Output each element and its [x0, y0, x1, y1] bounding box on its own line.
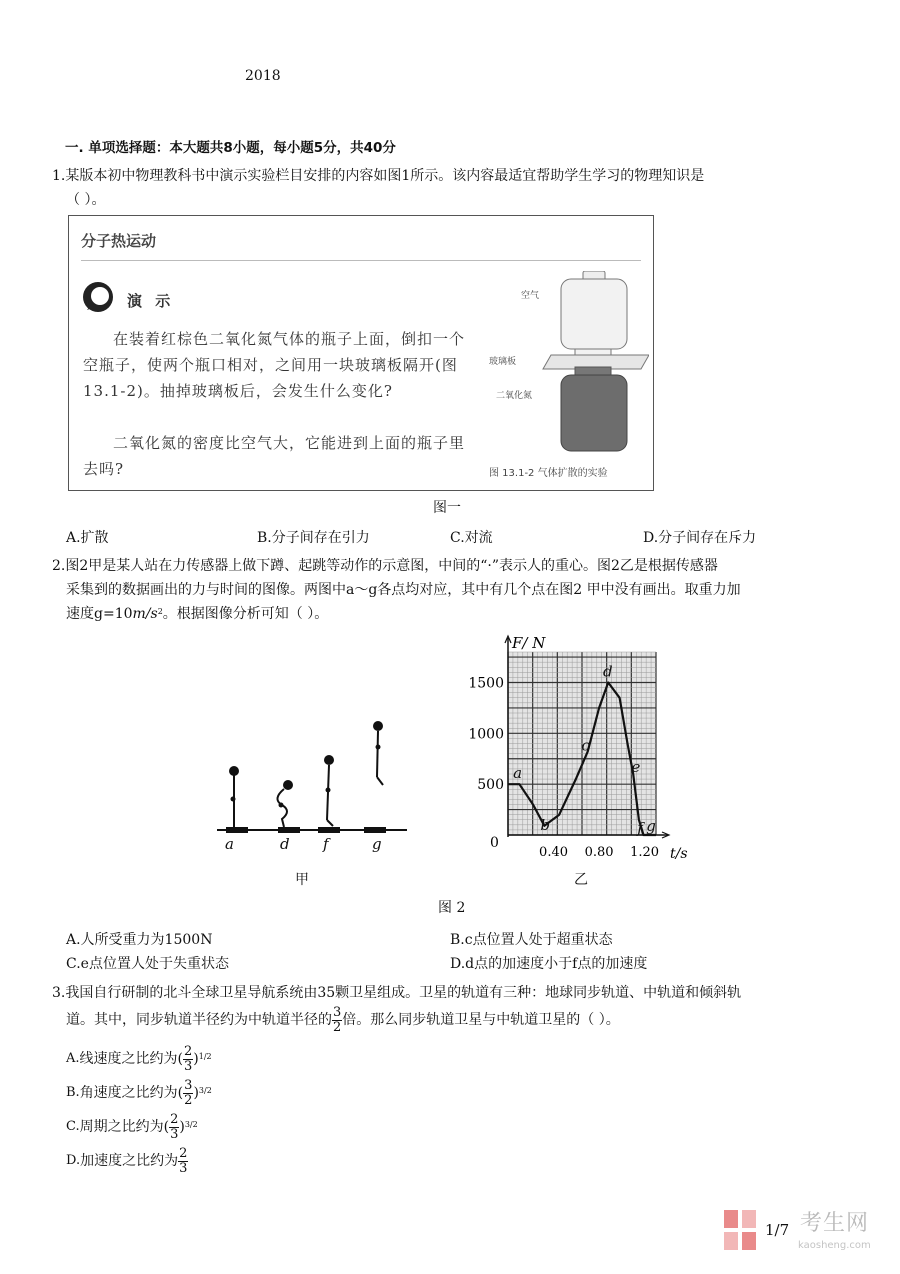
option-exponent: 3/2	[198, 1086, 212, 1095]
frac-num: 2	[170, 1111, 179, 1127]
option-letter: D.	[66, 1153, 81, 1168]
demo-label: 演 示	[127, 292, 175, 310]
q1-figure-heading: 分子热运动	[81, 232, 157, 250]
q3-stem-prefix: 道。其中，同步轨道半径约为中轨道半径的	[66, 1012, 332, 1028]
header-year: 2018	[245, 68, 281, 84]
option-text: 线速度之比约为(	[79, 1051, 183, 1067]
chart-x-tick-label: 1.20	[630, 845, 660, 860]
option-fraction	[183, 1045, 193, 1074]
chart-y-axis-label: F/ N	[512, 634, 546, 652]
demo-icon	[81, 280, 117, 316]
frac-num: 2	[184, 1043, 193, 1059]
frac-num: 3	[333, 1004, 342, 1020]
q2-option-d[interactable]: D.d点的加速度小于f点的加速度	[450, 956, 648, 972]
q2-chart	[460, 630, 710, 860]
option-text: 角速度之比约为(	[79, 1085, 184, 1101]
chart-point-label: a	[513, 764, 523, 783]
q1-figure-paragraph-2: 二氧化氮的密度比空气大，它能进到上面的瓶子里去吗?	[83, 434, 466, 478]
q1-figure	[68, 215, 654, 491]
q2-stem-exp: 2	[157, 607, 163, 616]
chart-point-label: b	[540, 815, 551, 834]
chart-x-tick-label: 0.40	[539, 845, 569, 860]
chart-y-tick-label: 1500	[468, 675, 504, 692]
q2-figure-jia	[212, 715, 412, 840]
chart-point-label: e	[631, 757, 641, 776]
q1-stem-line1: 1.某版本初中物理教科书中演示实验栏目安排的内容如图1所示。该内容最适宜帮助学生学习的物理知识是	[52, 168, 705, 184]
option-paren: )	[193, 1051, 199, 1067]
chart-x-tick-label: 0.80	[584, 845, 614, 860]
chart-origin-label: 0	[490, 835, 499, 851]
q2-figure-caption: 图 2	[438, 900, 466, 916]
chart-x-axis-label: t/s	[670, 846, 688, 860]
frac-den: 3	[179, 1160, 188, 1176]
jia-label-d: d	[280, 835, 290, 853]
chart-y-tick-label: 1000	[468, 726, 504, 743]
jia-caption: 甲	[295, 872, 309, 888]
logo-url: kaosheng.com	[798, 1240, 871, 1251]
frac-num: 3	[184, 1077, 193, 1093]
option-text: 周期之比约为(	[79, 1119, 170, 1135]
frac-den: 3	[184, 1058, 193, 1074]
label-glass-plate: 玻璃板	[489, 357, 517, 367]
q1-figure-paragraph-1: 在装着红棕色二氧化氮气体的瓶子上面，倒扣一个空瓶子，使两个瓶口相对，之间用一块玻璃板隔开(图 13.1-2)。抽掉玻璃板后，会发生什么变化?	[83, 330, 466, 400]
frac-den: 3	[170, 1126, 179, 1142]
q3-stem-fraction	[332, 1006, 342, 1035]
jia-label-g: g	[372, 835, 382, 853]
option-letter: C.	[66, 1119, 80, 1134]
q1-option-b[interactable]: B.分子间存在引力	[257, 530, 370, 546]
option-exponent: 1/2	[198, 1052, 212, 1061]
page-number: 1/7	[765, 1221, 790, 1239]
q2-stem-line3	[66, 604, 328, 624]
chart-point-label: g	[646, 816, 656, 835]
q1-stem-line2: （ ）。	[66, 192, 106, 208]
label-air: 空气	[521, 291, 540, 301]
q2-stem-suffix: 。根据图像分析可知（ ）。	[162, 606, 329, 622]
chart-y-tick-label: 500	[477, 777, 504, 794]
q2-stem-line2: 采集到的数据画出的力与时间的图像。两图中a～g各点均对应，其中有几个点在图2 甲中没有画出。取重力加	[66, 582, 741, 598]
q2-option-b[interactable]: B.c点位置人处于超重状态	[450, 932, 613, 948]
option-paren: )	[179, 1119, 185, 1135]
q3-stem-line1: 3.我国自行研制的北斗全球卫星导航系统由35颗卫星组成。卫星的轨道有三种：地球同步轨道、中轨道和倾斜轨	[52, 985, 742, 1001]
q2-stem-line1: 2.图2甲是某人站在力传感器上做下蹲、起跳等动作的示意图，中间的“·”表示人的重心。图2乙是根据传感器	[52, 558, 718, 574]
jia-label-f: f	[323, 835, 329, 853]
q2-option-a[interactable]: A.人所受重力为1500N	[66, 932, 213, 948]
q3-option-d[interactable]	[66, 1146, 188, 1176]
logo-text: 考生网	[800, 1211, 870, 1236]
q3-option-c[interactable]	[66, 1112, 198, 1142]
frac-num: 2	[179, 1145, 188, 1161]
frac-den: 2	[333, 1019, 342, 1035]
option-fraction	[183, 1079, 193, 1108]
option-text: 加速度之比约为	[80, 1153, 179, 1169]
q3-option-b[interactable]	[66, 1078, 212, 1108]
bottles-illustration	[539, 271, 649, 456]
option-fraction	[178, 1147, 188, 1176]
q2-stem-unit: m/s	[132, 606, 158, 622]
option-paren: )	[193, 1085, 199, 1101]
frac-den: 2	[184, 1092, 193, 1108]
q1-option-c[interactable]: C.对流	[450, 530, 493, 546]
q3-option-a[interactable]	[66, 1044, 212, 1074]
kaosheng-logo-icon	[722, 1208, 758, 1252]
chart-point-label: f	[637, 818, 643, 837]
q2-stem-prefix: 速度g=10	[66, 606, 133, 622]
q1-option-d[interactable]: D.分子间存在斥力	[643, 530, 757, 546]
figure-inner-caption: 图 13.1-2 气体扩散的实验	[489, 468, 608, 479]
option-letter: A.	[66, 1051, 80, 1066]
q2-option-c[interactable]: C.e点位置人处于失重状态	[66, 956, 229, 972]
chart-point-label: c	[581, 736, 590, 755]
q3-stem-line2	[66, 1005, 620, 1035]
section-title: 一. 单项选择题：本大题共8小题，每小题5分，共40分	[65, 140, 396, 156]
option-exponent: 3/2	[184, 1120, 198, 1129]
jia-label-a: a	[225, 835, 234, 853]
chart-point-label: d	[603, 662, 613, 681]
label-no2: 二氧化氮	[496, 391, 533, 401]
q1-option-a[interactable]: A.扩散	[66, 530, 109, 546]
q3-stem-suffix: 倍。那么同步轨道卫星与中轨道卫星的（ ）。	[342, 1012, 620, 1028]
yi-caption: 乙	[574, 872, 588, 888]
option-letter: B.	[66, 1085, 80, 1100]
q1-figure-divider	[81, 260, 641, 261]
option-fraction	[169, 1113, 179, 1142]
q1-figure-caption: 图一	[433, 500, 461, 516]
